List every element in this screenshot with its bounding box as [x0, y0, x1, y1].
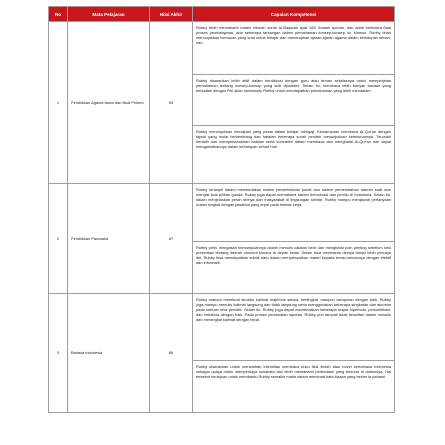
final-score: 94	[150, 22, 193, 184]
row-number: 2	[49, 184, 68, 294]
table-header-row	[49, 7, 395, 22]
header-competency: Capaian Kompetensi	[193, 7, 395, 22]
table-row	[49, 294, 395, 413]
competency-cell	[193, 294, 395, 413]
competency-text: Rubby menunjukkan kemajuan yang pesat dalam belajar mengaji. Kemampuan membaca Al-Qur'an dengan tajwid yang mulai berkembang dan hafalan beberapa surah pendek menunjukkan ketekunannya. Teruslah berlatih dan mempertahankan hafalan serta konsisten dalam membaca dan menghafal Al-Qur'an dan dapat mengamalkannya dalam kehidupan sehari-hari.	[196, 129, 391, 150]
row-number: 1	[49, 22, 68, 184]
competency-text: Rubby mampu membuat struktur kalimat majemuk setara, bertingkat, maupun campuran dengan baik. Rubby juga mampu menulis kalimat langsung dan tidak langsung serta menggunakan beberapa singkatan dan akronim pada sebuah teks pendek. Selain itu, Rubby juga dapat membedakan beberapa majas hiperbola, personifikasi, dan metafora dengan baik. Pada proses pembuatan laporan, Rubby pun tampak tidak kesulitan dalam menulis dan merangkai kalimat dengan tepat.	[193, 294, 394, 361]
header-no: No	[49, 7, 68, 22]
competency-cell	[193, 184, 395, 294]
report-table	[48, 6, 395, 413]
subject-name: Pendidikan Agama Islam dan Budi Pekerti	[68, 22, 150, 184]
table-row	[49, 184, 395, 294]
table-row	[49, 22, 395, 184]
header-subject: Mata Pelajaran	[68, 7, 150, 22]
competency-text: Rubby telah memahami materi hikmah surah Al-Baqarah ayat 183, ibadah qurban, dan adab berbicara.Saat proses pembelajaran, ada beberapa tantangan dalam pemahaman konsep-konsep ini. Namun, Rubby telah menunjukkan kemauan yang kuat untuk belajar dan menerapkan ajaran-ajaran agama dalam kehidupan sehari-hari.	[193, 22, 394, 75]
header-score: Nilai Akhir	[150, 7, 193, 22]
subject-name: Pendidikan Pancasila	[68, 184, 150, 294]
competency-cell	[193, 22, 395, 184]
competency-text: Rubby disarankan untuk menambah intensitas membaca buku fiksi ilmiah atau novel berbahasa Indonesia sebagai upaya untuk memperkaya kosakata dan lebih memahami perbedaan yang tersurat di dalamnya. Hal tersebut bertujuan untuk membantu Rubby semakin mahir dalam membuat kata kiasan yang belum ia pahami.	[196, 364, 391, 380]
competency-text: Rubby terampil dalam membedakan sistem pemerintahan pusat dan sistem pemerintahan daerah saat sesi mengisi kuis pilihan ganda. Rubby juga dapat memahami sistem demokrasi dan pemilu di Indonesia. Selain itu, dalam menjelaskan peran dirinya dan masyarakat di lingkungan sekitar, Rubby mampu menjawab pertanyaan uraian singkat dengan jawaban yang tepat pada lembar kerja.	[193, 184, 394, 242]
competency-text: Rubby disarankan lebih aktif dalam berdiskusi dengan guru atau teman sekelasnya untuk memperjelas pemahaman tentang konsep-konsep yang sulit dipahami. Selain itu, membaca lebih banyak bacaan yang berkaitan dengan PAI akan membantu Rubby untuk mendapatkan pemahaman yang lebih mendalam.	[193, 75, 394, 126]
final-score: 86	[150, 294, 193, 413]
row-number: 3	[49, 294, 68, 413]
final-score: 87	[150, 184, 193, 294]
competency-text: Rubby perlu mengasah kemampuannya dalam menulis catatan kecil dan menghafal poin penting sebelum sesi presentasi tentang daerah otonomi khusus di depan kelas. Selain bisa membantu dirinya tampil lebih percaya diri, Rubby bisa mendapatkan teknik baru dalam menyampaikan materi kepada teman-temannya dengan efektif dan informatif.	[196, 245, 391, 266]
subject-name: Bahasa Indonesia	[68, 294, 150, 413]
